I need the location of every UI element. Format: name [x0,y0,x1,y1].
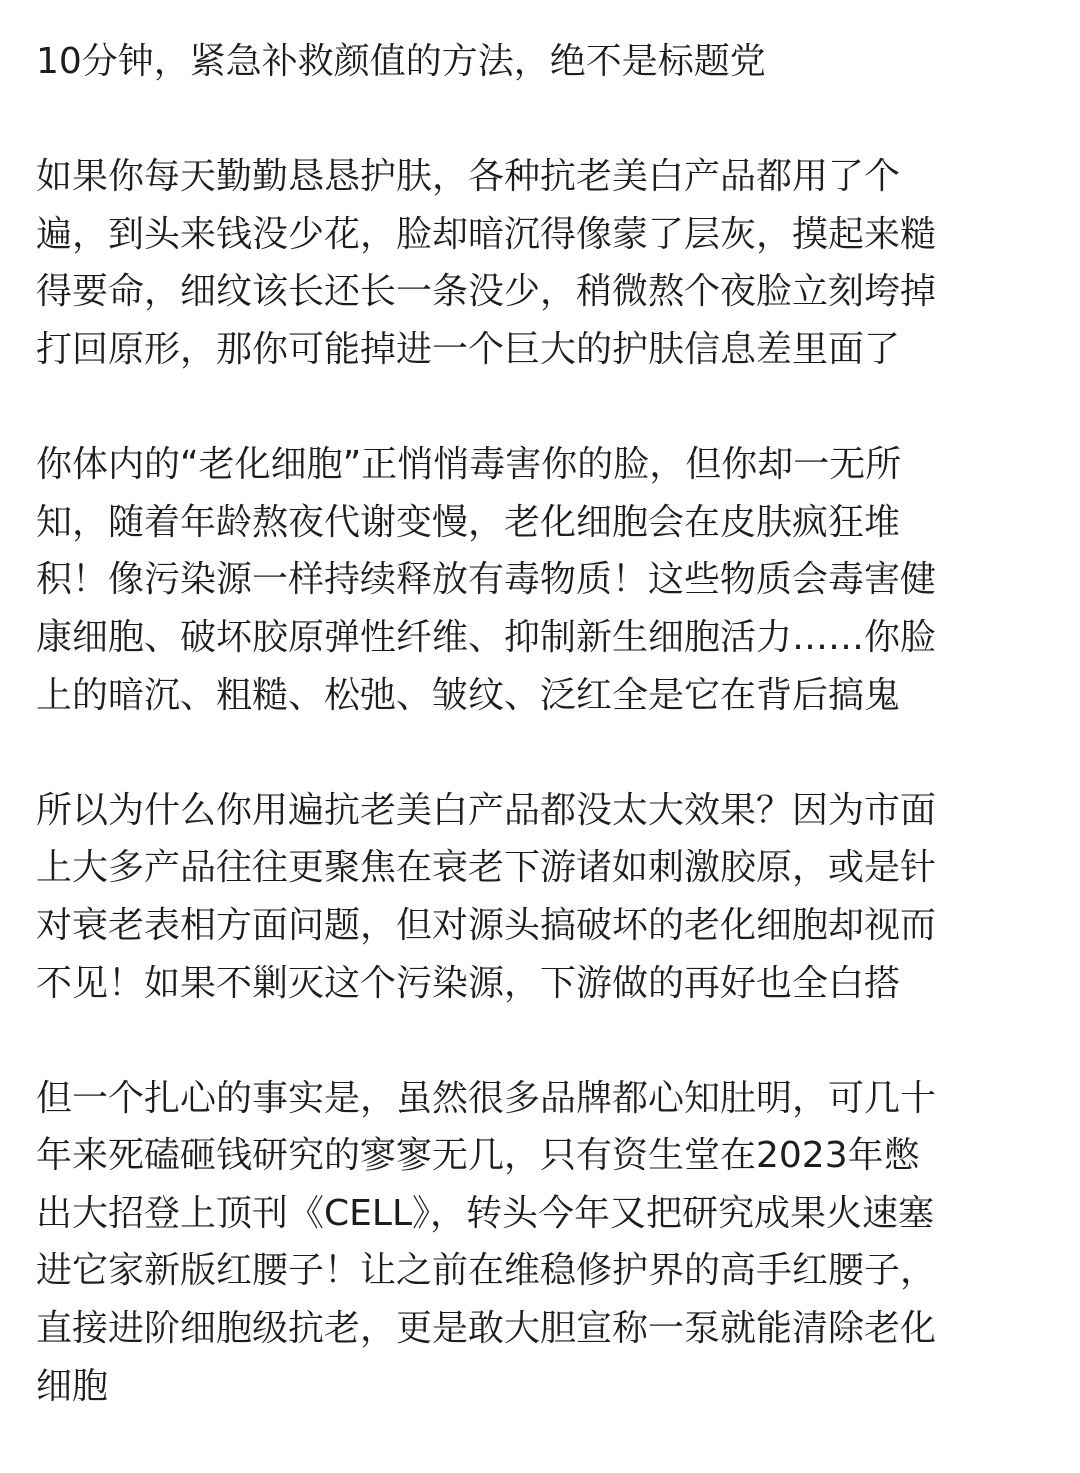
text-line: 如果你每天勤勤恳恳护肤，各种抗老美白产品都用了个 [36,156,901,198]
article-title [36,33,1044,91]
text-line: 对衰老表相方面问题，但对源头搞破坏的老化细胞却视而 [36,904,937,946]
text-line: 细胞 [36,1365,109,1407]
text-line: 上的暗沉、粗糙、松弛、皱纹、泛红全是它在背后搞鬼 [36,674,901,716]
text-line: 出大招登上顶刊《CELL》，转头今年又把研究成果火速塞 [36,1192,934,1234]
text-line: 不见！如果不剿灭这个污染源，下游做的再好也全白搭 [36,962,901,1004]
paragraph-4 [36,1070,1044,1416]
text-line: 10分钟，紧急补救颜值的方法，绝不是标题党 [36,41,766,82]
text-line: 知，随着年龄熬夜代谢变慢，老化细胞会在皮肤疯狂堆 [36,501,901,543]
paragraph-2 [36,436,1044,724]
text-line: 你体内的“老化细胞”正悄悄毒害你的脸，但你却一无所 [36,444,902,486]
text-line: 直接进阶细胞级抗老，更是敢大胆宣称一泵就能清除老化 [36,1308,937,1350]
text-line: 得要命，细纹该长还长一条没少，稍微熬个夜脸立刻垮掉 [36,271,937,313]
text-line: 遍，到头来钱没少花，脸却暗沉得像蒙了层灰，摸起来糙 [36,213,937,255]
text-line: 进它家新版红腰子！让之前在维稳修护界的高手红腰子， [36,1250,937,1292]
text-line: 康细胞、破坏胶原弹性纤维、抑制新生细胞活力……你脸 [36,616,937,658]
text-line: 所以为什么你用遍抗老美白产品都没太大效果？因为市面 [36,789,937,831]
text-line: 积！像污染源一样持续释放有毒物质！这些物质会毒害健 [36,559,937,601]
text-line: 打回原形，那你可能掉进一个巨大的护肤信息差里面了 [36,328,901,370]
paragraph-3 [36,782,1044,1012]
paragraph-1 [36,148,1044,378]
article-body [36,33,1044,1473]
text-line: 但一个扎心的事实是，虽然很多品牌都心知肚明，可几十 [36,1077,937,1119]
text-line: 年来死磕砸钱研究的寥寥无几，只有资生堂在2023年憋 [36,1135,920,1177]
text-line: 上大多产品往往更聚焦在衰老下游诸如刺激胶原，或是针 [36,847,937,889]
